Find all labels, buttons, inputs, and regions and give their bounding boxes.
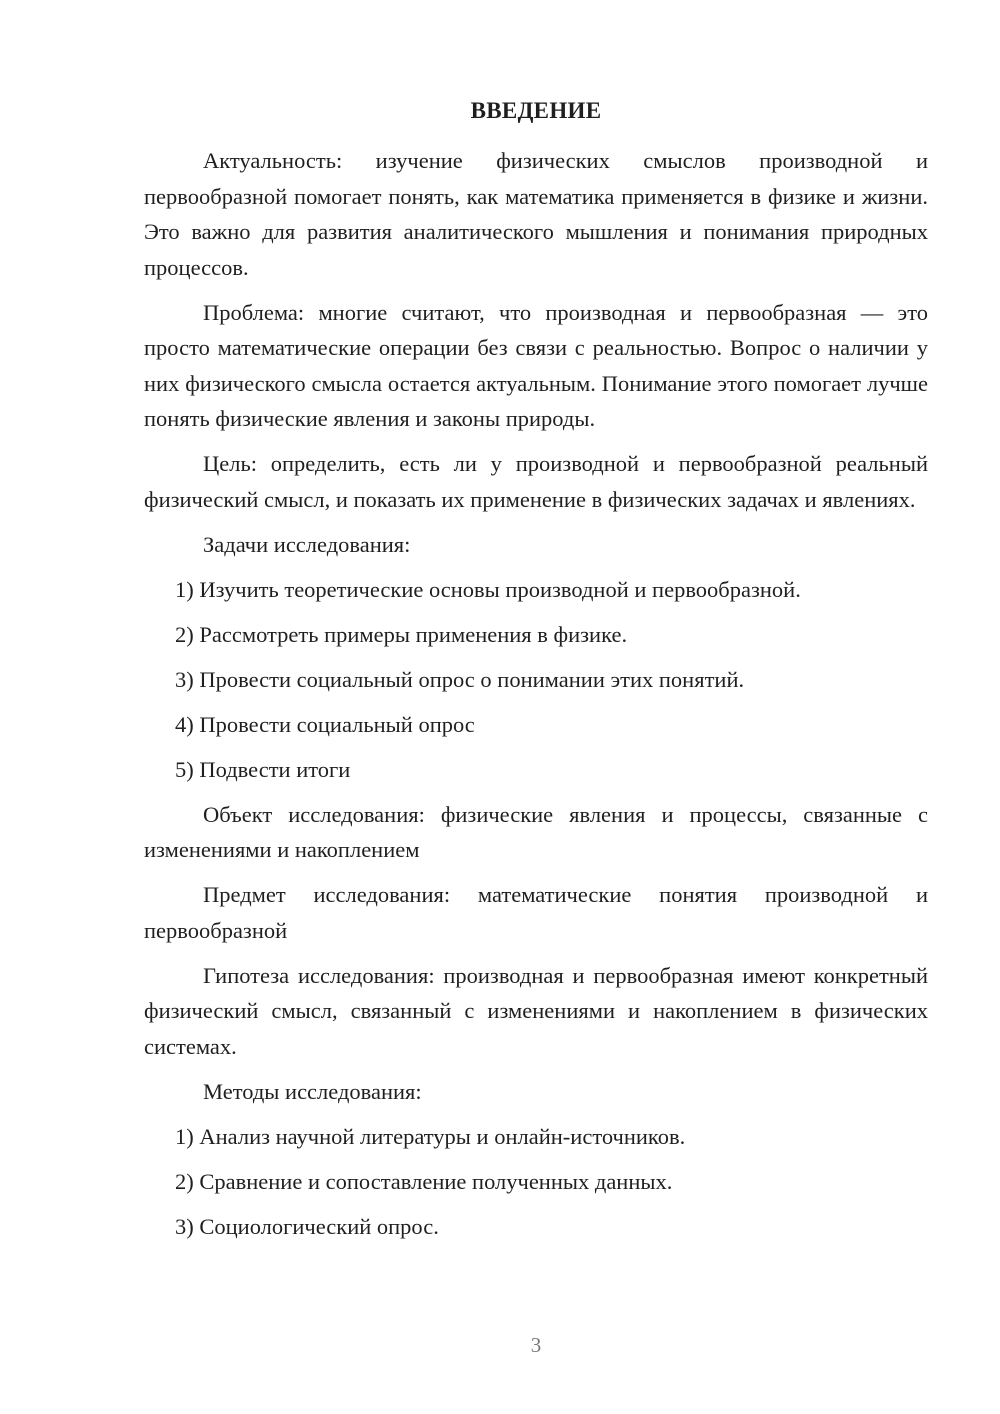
subject-paragraph: Предмет исследования: математические понятия производной и первообразной (144, 882, 928, 943)
tasks-title: Задачи исследования: (203, 531, 411, 557)
page-number: 3 (530, 1333, 542, 1357)
task-item-3: 3) Провести социальный опрос о понимании этих понятий. (175, 666, 745, 692)
object-paragraph: Объект исследования: физические явления и процессы, связанные с изменениями и накоплением (144, 801, 928, 862)
method-item-1: 1) Анализ научной литературы и онлайн-источников. (175, 1123, 686, 1149)
methods-title: Методы исследования: (203, 1078, 422, 1104)
section-heading: ВВЕДЕНИЕ (470, 98, 602, 123)
method-item-2: 2) Сравнение и сопоставление полученных данных. (175, 1168, 673, 1194)
method-item-3: 3) Социологический опрос. (175, 1213, 439, 1239)
task-item-1: 1) Изучить теоретические основы производной и первообразной. (175, 576, 801, 602)
relevance-paragraph: Актуальность: изучение физических смыслов производной и первообразной помогает понять, как математика применяется в физике и жизни. Это важно для развития аналитического мышления и понимания природных процессов. (144, 148, 928, 280)
task-item-2: 2) Рассмотреть примеры применения в физике. (175, 621, 628, 647)
task-item-5: 5) Подвести итоги (175, 756, 351, 782)
task-item-4: 4) Провести социальный опрос (175, 711, 475, 737)
document-body (144, 143, 928, 1254)
goal-paragraph: Цель: определить, есть ли у производной и первообразной реальный физический смысл, и показать их применение в физических задачах и явлениях. (144, 451, 928, 512)
problem-paragraph: Проблема: многие считают, что производная и первообразная — это просто математические операции без связи с реальностью. Вопрос о наличии у них физического смысла остается актуальным. Понимание этого помогает лучше понять физические явления и законы природы. (144, 299, 928, 431)
hypothesis-paragraph: Гипотеза исследования: производная и первообразная имеют конкретный физический смысл, связанный с изменениями и накоплением в физических системах. (144, 962, 928, 1059)
